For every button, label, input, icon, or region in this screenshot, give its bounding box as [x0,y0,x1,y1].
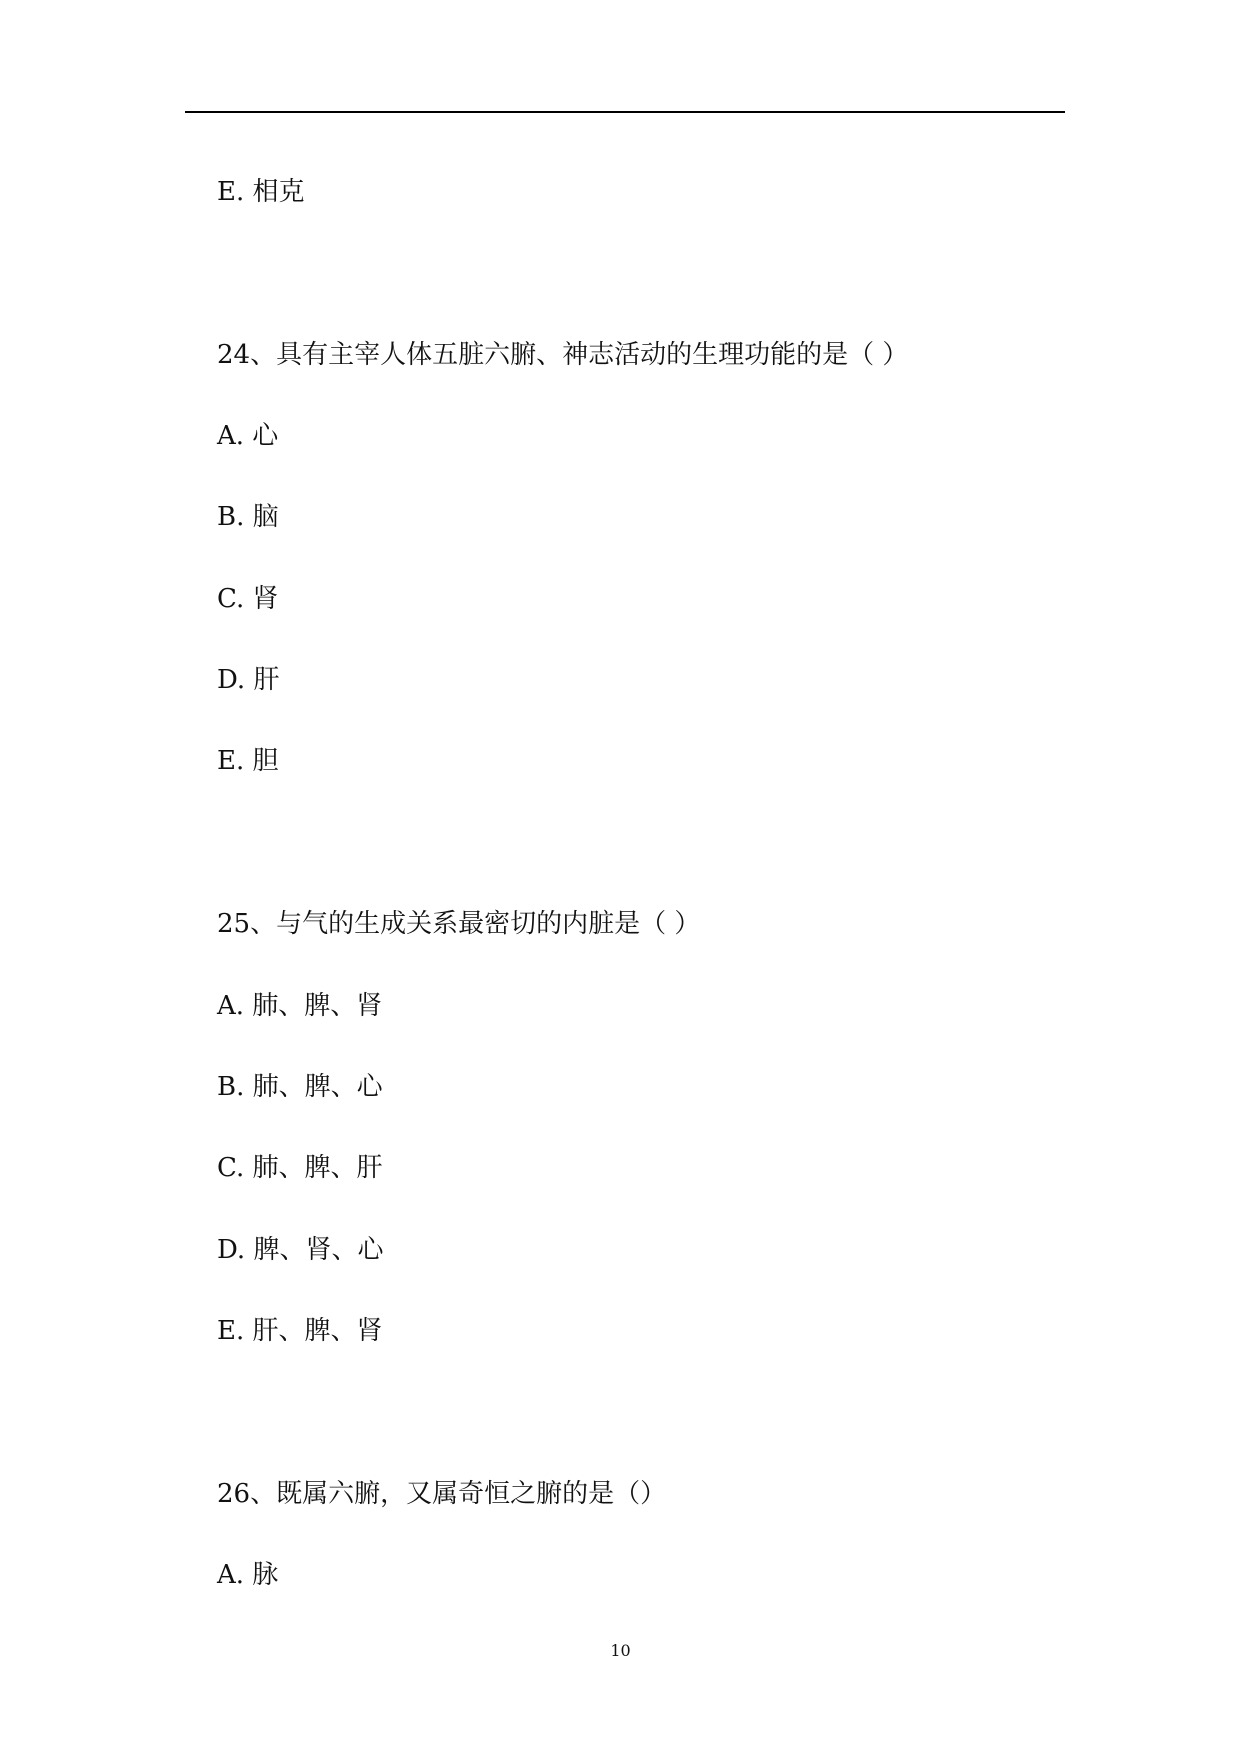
question-24-option-a: A. 心 [217,421,279,451]
question-25-option-a: A. 肺、脾、肾 [217,991,383,1021]
question-26-option-a: A. 脉 [217,1560,279,1590]
page-number: 10 [610,1641,631,1660]
question-25-option-e: E. 肝、脾、肾 [217,1316,383,1346]
question-25-stem: 25、与气的生成关系最密切的内脏是（ ） [217,909,701,939]
question-24-option-e: E. 胆 [217,746,279,776]
question-25-option-c: C. 肺、脾、肝 [217,1153,383,1183]
header-rule [185,111,1065,113]
prev-question-option-e: E. 相克 [217,177,305,207]
question-26-stem: 26、既属六腑，又属奇恒之腑的是（） [217,1479,667,1509]
question-25-option-b: B. 肺、脾、心 [217,1072,383,1102]
question-24-option-c: C. 肾 [217,584,279,614]
question-24-option-b: B. 脑 [217,502,279,532]
question-24-option-d: D. 肝 [217,665,280,695]
question-25-option-d: D. 脾、肾、心 [217,1235,384,1265]
question-24-stem: 24、具有主宰人体五脏六腑、神志活动的生理功能的是（ ） [217,340,909,370]
